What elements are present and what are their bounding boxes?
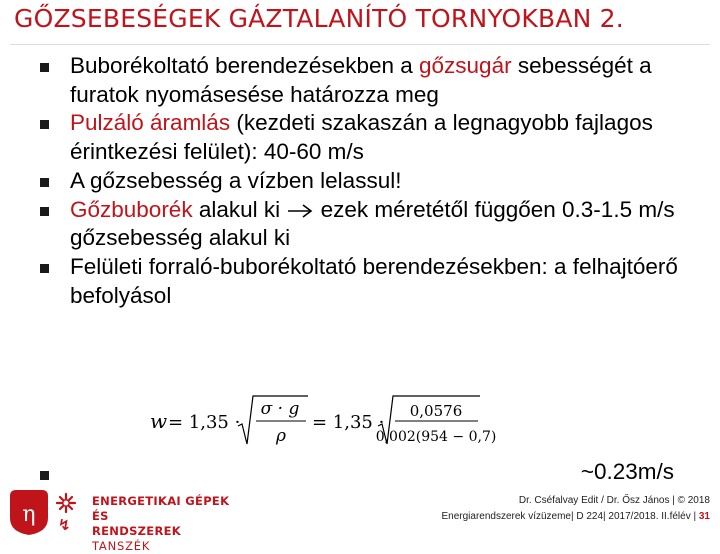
bullet-text: sebességét a furatok nyomásesése határozza meg — [70, 53, 652, 107]
page-number: 31 — [698, 511, 710, 522]
slide-footer — [441, 493, 710, 525]
formula-eq1: = 1,35 · — [168, 412, 241, 433]
logo-line-1: ENERGETIKAI GÉPEK ÉS — [92, 494, 230, 523]
bullet-highlight: Pulzáló áramlás — [70, 110, 231, 136]
bullet-text: Buborékoltató berendezésekben a — [70, 53, 420, 78]
bullet-item — [40, 196, 680, 253]
bullet-text: alakul ki — [192, 196, 287, 222]
bullet-text: (kezdeti szakaszán a legnagyobb fajlagos érintkezési felület): 40-60 m/s — [70, 110, 653, 165]
bullet-item — [40, 109, 680, 166]
logo-line-2: RENDSZEREK — [92, 524, 181, 538]
bullet-list — [40, 52, 680, 310]
formula-den2: 0,002(954 − 0,7) — [375, 429, 497, 445]
formula-den1: ρ — [276, 426, 286, 446]
svg-text:η: η — [22, 502, 36, 527]
bullet-highlight: gőzsugár — [419, 53, 512, 78]
footer-authors: Dr. Cséfalvay Edit / Dr. Ősz János | © 2018 — [518, 495, 710, 506]
logo-line-2b: TANSZÉK — [92, 539, 151, 553]
bullet-text: ezek méretétől függően 0.3-1.5 m/s gőzsebesség alakul ki — [70, 196, 675, 251]
formula-num1: σ · g — [260, 399, 300, 419]
bullet-item — [40, 167, 680, 196]
result-value: ~0.23m/s — [580, 459, 674, 484]
university-logo-icon — [6, 488, 86, 536]
slide-title: GŐZSEBESÉGEK GÁZTALANÍTÓ TORNYOKBAN 2. — [14, 4, 624, 33]
bullet-text: Felületi forraló-buborékoltató berendezésekben: a felhajtóerő befolyásol — [70, 253, 678, 308]
bullet-item — [40, 253, 680, 310]
svg-text:↯: ↯ — [58, 516, 71, 534]
department-logo — [6, 488, 236, 553]
velocity-formula — [150, 388, 497, 458]
formula-num2: 0,0576 — [409, 402, 463, 420]
footer-course: Energiarendszerek vízüzeme| D 224| 2017/2018. II.félév | — [441, 511, 697, 522]
title-underline — [10, 44, 710, 45]
formula-lhs: w — [150, 409, 168, 433]
bullet-highlight: Gőzbuborék — [70, 196, 193, 222]
bullet-item — [40, 52, 680, 109]
bullet-text: A gőzsebesség a vízben lelassul! — [70, 167, 402, 193]
formula-eq2: = 1,35 · — [312, 412, 385, 433]
right-arrow-icon — [286, 204, 314, 218]
